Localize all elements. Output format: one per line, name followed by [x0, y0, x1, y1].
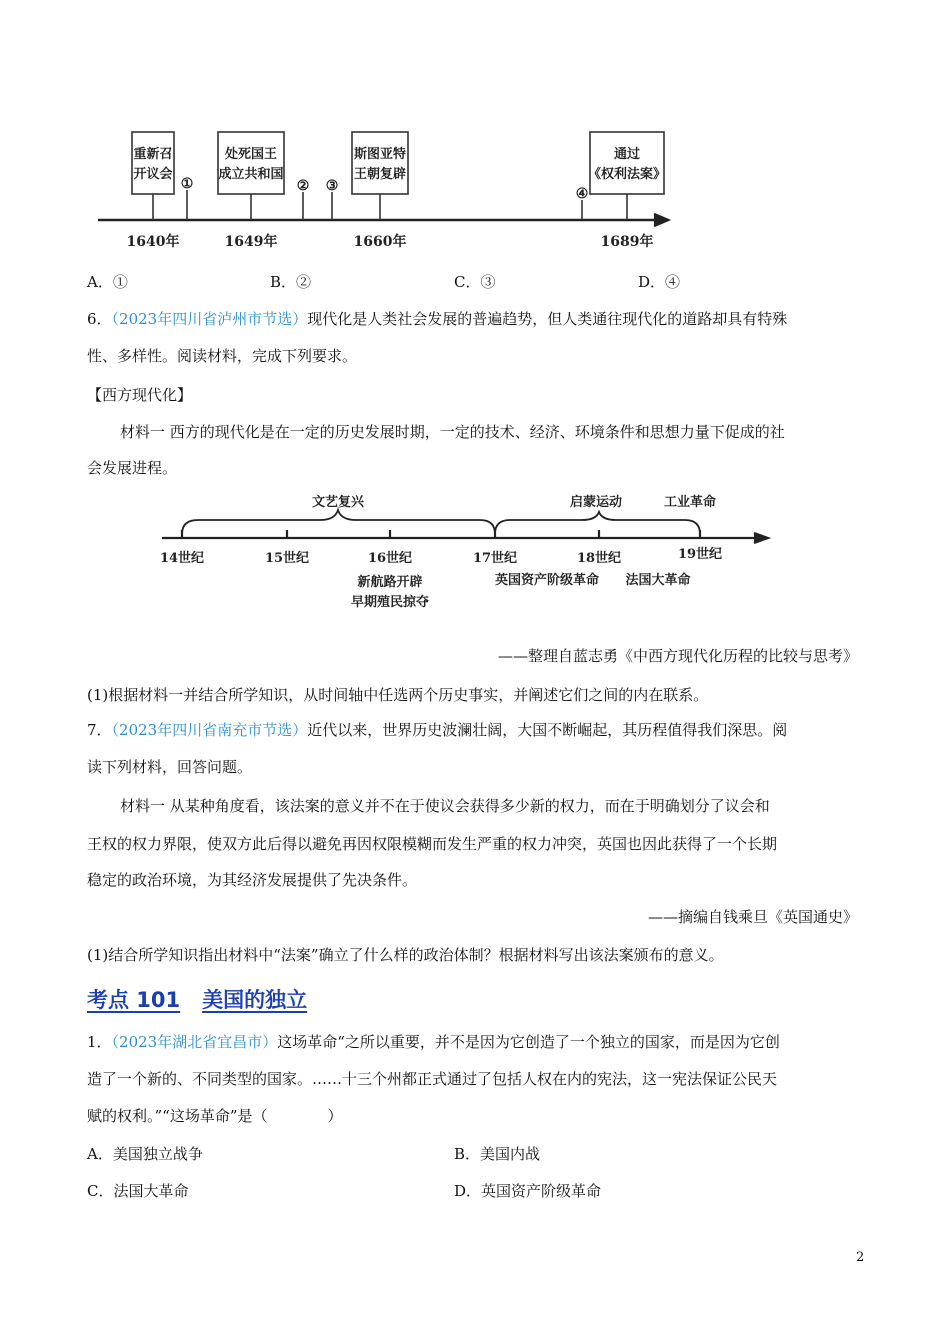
timeline1-marker-4: ④ — [575, 186, 589, 202]
option-d[interactable]: D．④ — [638, 273, 681, 291]
q1-number: 1． — [87, 1033, 112, 1051]
timeline1-box-3-line2: 王朝复辟 — [353, 167, 407, 182]
q7-stem-line1 — [87, 720, 787, 740]
timeline2-below-1: 新航路开辟 — [357, 575, 423, 590]
timeline1-box-2-line2: 成立共和国 — [218, 167, 284, 182]
option-a[interactable]: A．① — [87, 273, 128, 291]
q1-option-a[interactable]: A．美国独立战争 — [87, 1145, 203, 1163]
timeline2-below-4: 法国大革命 — [625, 573, 691, 588]
q6-number: 6． — [87, 310, 112, 328]
q7-material-line1: 材料一 从某种角度看，该法案的意义并不在于使议会获得多少新的权力，而在于明确划分了议会和 — [120, 797, 770, 815]
timeline1-box-4-line2: 《权利法案》 — [587, 167, 667, 182]
timeline1-box-1-line1: 重新召 — [133, 147, 173, 162]
timeline1-year-3: 1660年 — [353, 234, 407, 250]
timeline2-century-3: 16世纪 — [367, 551, 413, 566]
q6-stem-line1 — [87, 309, 787, 329]
q1-text-end: 赋的权利。”“这场革命”是（ — [87, 1107, 268, 1125]
q7-stem-line2: 读下列材料，回答问题。 — [87, 758, 253, 776]
q1-option-d[interactable]: D．英国资产阶级革命 — [454, 1182, 602, 1200]
timeline1-box-2-line1: 处死国王 — [224, 147, 278, 162]
page-number: 2 — [856, 1250, 865, 1265]
q6-material-line1: 材料一 西方的现代化是在一定的历史发展时期，一定的技术、经济、环境条件和思想力量下促成的社 — [120, 423, 785, 441]
q7-material-line3: 稳定的政治环境，为其经济发展提供了先决条件。 — [87, 871, 418, 889]
q6-material-line2: 会发展进程。 — [87, 459, 178, 477]
q6-question: (1)根据材料一并结合所学知识，从时间轴中任选两个历史事实，并阐述它们之间的内在联系。 — [87, 686, 709, 704]
timeline2-below-3: 英国资产阶级革命 — [494, 573, 600, 588]
timeline2-below-2: 早期殖民掠夺 — [350, 595, 430, 610]
q1-stem-line1 — [87, 1032, 780, 1052]
timeline2-century-1: 14世纪 — [159, 551, 205, 566]
q1-source: （2023年湖北省宜昌市） — [111, 1033, 278, 1051]
timeline1-box-1-line2: 开议会 — [133, 167, 173, 182]
q1-stem-line2: 造了一个新的、不同类型的国家。……十三个州都正式通过了包括人权在内的宪法，这一宪法保证公民天 — [87, 1070, 778, 1088]
timeline1-year-2: 1649年 — [224, 234, 278, 250]
q7-citation: ——摘编自钱乘旦《英国通史》 — [647, 908, 858, 926]
q6-text: 现代化是人类社会发展的普遍趋势，但人类通往现代化的道路却具有特殊 — [307, 310, 788, 328]
timeline2-above-2: 启蒙运动 — [569, 495, 623, 510]
q7-source: （2023年四川省南充市节选） — [111, 721, 308, 739]
box-bill-of-rights — [587, 132, 667, 194]
box-execute-king — [218, 132, 284, 194]
box-stuart-restoration — [352, 132, 408, 194]
heading-code: 考点 101 — [87, 988, 181, 1012]
timeline2-above-3: 工业革命 — [663, 495, 717, 510]
section-heading — [87, 984, 307, 1014]
timeline1-marker-1: ① — [180, 176, 194, 192]
q6-source: （2023年四川省泸州市节选） — [111, 310, 308, 328]
timeline2-century-4: 17世纪 — [472, 551, 518, 566]
heading-title: 美国的独立 — [202, 988, 308, 1012]
q1-text: 这场革命“之所以重要，并不是因为它创造了一个独立的国家，而是因为它创 — [277, 1033, 780, 1051]
q1-stem-line3 — [87, 1106, 343, 1126]
timeline1-year-1: 1640年 — [126, 234, 180, 250]
option-c[interactable]: C．③ — [454, 273, 496, 291]
timeline1-year-4: 1689年 — [600, 234, 654, 250]
option-b[interactable]: B．② — [270, 273, 312, 291]
q6-section-title: 【西方现代化】 — [87, 386, 193, 404]
english-revolution-timeline — [90, 120, 680, 265]
q1-option-b[interactable]: B．美国内战 — [454, 1145, 541, 1163]
timeline2-above-1: 文艺复兴 — [311, 495, 365, 510]
q6-citation: ——整理自蓝志勇《中西方现代化历程的比较与思考》 — [497, 647, 858, 665]
q6-stem-line2: 性、多样性。阅读材料，完成下列要求。 — [87, 347, 358, 365]
q7-text: 近代以来，世界历史波澜壮阔，大国不断崛起，其历程值得我们深思。阅 — [307, 721, 788, 739]
q7-question: (1)结合所学知识指出材料中“法案”确立了什么样的政治体制？根据材料写出该法案颁布的意义。 — [87, 946, 724, 964]
timeline2-century-2: 15世纪 — [264, 551, 310, 566]
timeline2-century-5: 18世纪 — [576, 551, 622, 566]
timeline1-box-4-line1: 通过 — [613, 147, 641, 162]
q1-option-c[interactable]: C．法国大革命 — [87, 1182, 189, 1200]
q7-material-line2: 王权的权力界限，使双方此后得以避免再因权限模糊而发生严重的权力冲突，英国也因此获得了一个长期 — [87, 835, 778, 853]
timeline1-box-3-line1: 斯图亚特 — [353, 147, 407, 162]
q1-close-paren: ） — [327, 1107, 343, 1125]
timeline1-marker-2: ② — [296, 178, 310, 194]
q7-number: 7． — [87, 721, 112, 739]
box-reconvene-parliament — [132, 132, 174, 194]
western-modernization-timeline — [150, 490, 780, 615]
timeline2-century-6: 19世纪 — [677, 547, 723, 562]
timeline1-marker-3: ③ — [325, 178, 339, 194]
